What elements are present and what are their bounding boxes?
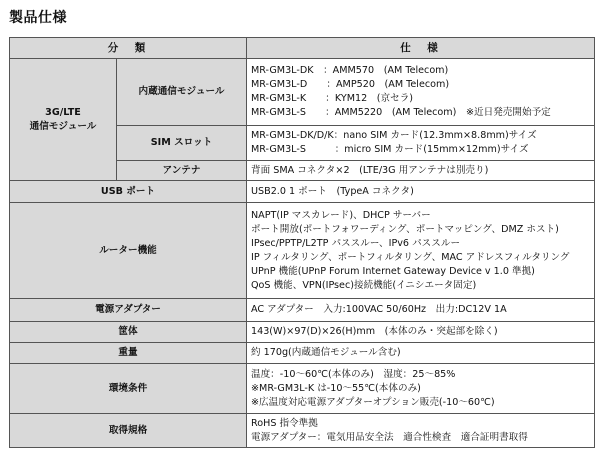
internal-module-value: MR-GM3L-DK ：AMM570 (AM Telecom) MR-GM3L-D ：AMP520 (AM Telecom) MR-GM3L-K ：KYM12 (京セラ) MR-GM3L-S ：AMM5220 (AM Telecom) ※近日発売開始予定 <box>247 59 595 126</box>
spec-table <box>9 37 595 448</box>
environment-label: 環境条件 <box>10 364 247 414</box>
certification-label: 取得規格 <box>10 414 247 448</box>
lte-module-category: 3G/LTE 通信モジュール <box>10 59 117 181</box>
antenna-value: 背面 SMA コネクタ×2 (LTE/3G 用アンテナは別売り) <box>247 161 595 181</box>
header-category: 分 類 <box>10 38 247 59</box>
usb-port-value: USB2.0 1 ポート (TypeA コネクタ) <box>247 181 595 203</box>
case-value: 143(W)×97(D)×26(H)mm (本体のみ・突起部を除く) <box>247 322 595 343</box>
table-row <box>10 322 595 343</box>
table-row <box>10 299 595 322</box>
sim-slot-label: SIM スロット <box>117 126 247 161</box>
weight-label: 重量 <box>10 343 247 364</box>
header-spec: 仕 様 <box>247 38 595 59</box>
antenna-label: アンテナ <box>117 161 247 181</box>
router-function-value: NAPT(IP マスカレード)、DHCP サーバー ポート開放(ポートフォワーディング、ポートマッピング、DMZ ホスト) IPsec/PPTP/L2TP パススルー、IPv6 パススルー IP フィルタリング、ポートフィルタリング、MAC アドレスフィルタリング UPnP 機能(UPnP Forum Internet Gateway Device v 1.0 準拠) QoS 機能、VPN(IPsec)接続機能(イニシエータ固定) <box>247 203 595 299</box>
environment-value: 温度：-10〜60℃(本体のみ) 湿度：25〜85% ※MR-GM3L-K は-10〜55℃(本体のみ) ※広温度対応電源アダプターオプション販売(-10〜60℃) <box>247 364 595 414</box>
certification-value: RoHS 指令準拠 電源アダプター：電気用品安全法 適合性検査 適合証明書取得 <box>247 414 595 448</box>
table-row <box>10 343 595 364</box>
table-row <box>10 203 595 299</box>
router-function-label: ルーター機能 <box>10 203 247 299</box>
table-header-row <box>10 38 595 59</box>
internal-module-label: 内蔵通信モジュール <box>117 59 247 126</box>
table-row <box>10 414 595 448</box>
page-title: 製品仕様 <box>9 10 67 26</box>
power-adapter-value: AC アダプター 入力:100VAC 50/60Hz 出力:DC12V 1A <box>247 299 595 322</box>
table-row <box>10 181 595 203</box>
power-adapter-label: 電源アダプター <box>10 299 247 322</box>
table-row <box>10 59 595 126</box>
usb-port-label: USB ポート <box>10 181 247 203</box>
case-label: 筐体 <box>10 322 247 343</box>
sim-slot-value: MR-GM3L-DK/D/K：nano SIM カード(12.3mm×8.8mm)サイズ MR-GM3L-S ：micro SIM カード(15mm×12mm)サイズ <box>247 126 595 161</box>
table-row <box>10 364 595 414</box>
weight-value: 約 170g(内蔵通信モジュール含む) <box>247 343 595 364</box>
